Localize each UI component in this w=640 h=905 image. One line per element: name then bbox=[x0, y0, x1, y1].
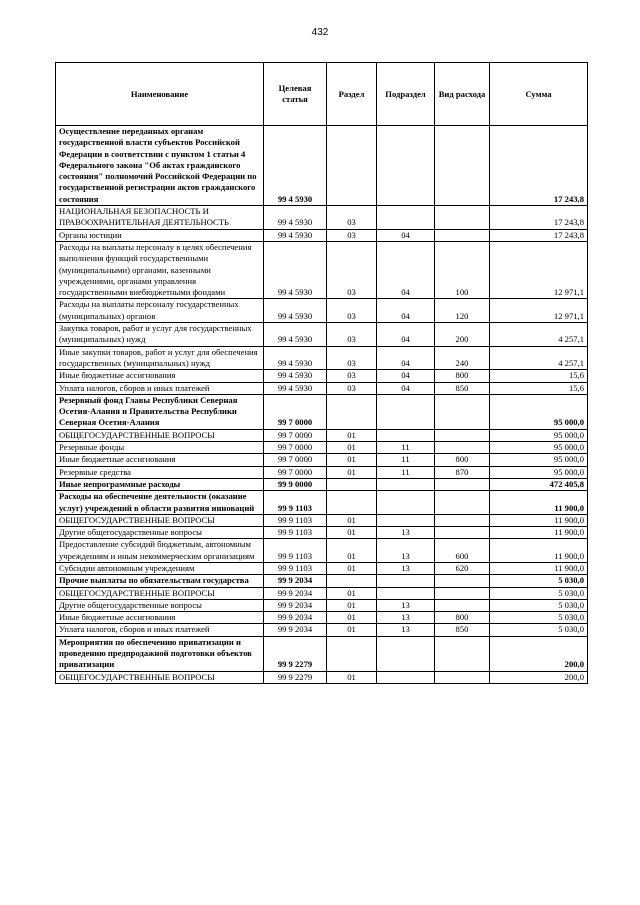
cell-name: Закупка товаров, работ и услуг для государственных (муниципальных) нужд bbox=[56, 323, 264, 347]
cell-subsection: 11 bbox=[377, 454, 435, 466]
cell-subsection bbox=[377, 636, 435, 671]
cell-name: Иные бюджетные ассигнования bbox=[56, 370, 264, 382]
table-row bbox=[56, 514, 588, 526]
cell-section: 03 bbox=[327, 206, 377, 230]
table-row bbox=[56, 229, 588, 241]
table-row bbox=[56, 562, 588, 574]
cell-expense-type bbox=[435, 429, 490, 441]
cell-expense-type bbox=[435, 671, 490, 683]
cell-expense-type bbox=[435, 527, 490, 539]
cell-name: Прочие выплаты по обязательствам государства bbox=[56, 575, 264, 587]
header-expense-type: Вид расхода bbox=[435, 63, 490, 126]
table-row bbox=[56, 624, 588, 636]
cell-section: 01 bbox=[327, 624, 377, 636]
table-row bbox=[56, 382, 588, 394]
cell-expense-type: 620 bbox=[435, 562, 490, 574]
cell-section: 01 bbox=[327, 539, 377, 563]
header-target: Целевая статья bbox=[264, 63, 327, 126]
cell-section: 03 bbox=[327, 299, 377, 323]
cell-target: 99 9 1103 bbox=[264, 562, 327, 574]
cell-subsection: 04 bbox=[377, 229, 435, 241]
cell-amount: 15,6 bbox=[490, 370, 588, 382]
cell-expense-type bbox=[435, 126, 490, 206]
cell-target: 99 9 2279 bbox=[264, 671, 327, 683]
cell-name: ОБЩЕГОСУДАРСТВЕННЫЕ ВОПРОСЫ bbox=[56, 587, 264, 599]
cell-expense-type: 100 bbox=[435, 241, 490, 298]
cell-subsection: 04 bbox=[377, 323, 435, 347]
cell-amount: 95 000,0 bbox=[490, 394, 588, 429]
cell-name: Резервные фонды bbox=[56, 442, 264, 454]
cell-subsection: 13 bbox=[377, 612, 435, 624]
cell-subsection: 04 bbox=[377, 382, 435, 394]
cell-subsection bbox=[377, 491, 435, 515]
cell-subsection: 04 bbox=[377, 241, 435, 298]
table-row bbox=[56, 587, 588, 599]
table-body bbox=[56, 126, 588, 684]
header-subsection: Подраздел bbox=[377, 63, 435, 126]
cell-target: 99 9 0000 bbox=[264, 478, 327, 490]
cell-name: Субсидии автономным учреждениям bbox=[56, 562, 264, 574]
cell-amount: 5 030,0 bbox=[490, 575, 588, 587]
header-amount: Сумма bbox=[490, 63, 588, 126]
cell-target: 99 4 5930 bbox=[264, 241, 327, 298]
cell-section: 01 bbox=[327, 587, 377, 599]
cell-subsection bbox=[377, 514, 435, 526]
cell-expense-type: 850 bbox=[435, 382, 490, 394]
cell-amount: 11 900,0 bbox=[490, 562, 588, 574]
table-row bbox=[56, 636, 588, 671]
cell-name: Предоставление субсидий бюджетным, автономным учреждениям и иным некоммерческим организациям bbox=[56, 539, 264, 563]
cell-name: Мероприятия по обеспечению приватизации и проведению предпродажной подготовки объектов приватизации bbox=[56, 636, 264, 671]
cell-expense-type: 870 bbox=[435, 466, 490, 478]
cell-target: 99 4 5930 bbox=[264, 323, 327, 347]
cell-target: 99 7 0000 bbox=[264, 442, 327, 454]
cell-expense-type bbox=[435, 636, 490, 671]
cell-expense-type: 850 bbox=[435, 624, 490, 636]
cell-name: Расходы на выплаты персоналу государственных (муниципальных) органов bbox=[56, 299, 264, 323]
cell-section bbox=[327, 575, 377, 587]
cell-amount: 4 257,1 bbox=[490, 323, 588, 347]
cell-amount: 12 971,1 bbox=[490, 241, 588, 298]
cell-subsection bbox=[377, 478, 435, 490]
cell-subsection bbox=[377, 587, 435, 599]
table-row bbox=[56, 599, 588, 611]
cell-amount: 5 030,0 bbox=[490, 624, 588, 636]
cell-name: Уплата налогов, сборов и иных платежей bbox=[56, 382, 264, 394]
table-row bbox=[56, 671, 588, 683]
cell-subsection: 13 bbox=[377, 527, 435, 539]
cell-amount: 5 030,0 bbox=[490, 612, 588, 624]
cell-target: 99 4 5930 bbox=[264, 126, 327, 206]
cell-target: 99 7 0000 bbox=[264, 394, 327, 429]
cell-section bbox=[327, 126, 377, 206]
cell-section: 03 bbox=[327, 323, 377, 347]
cell-name: Другие общегосударственные вопросы bbox=[56, 599, 264, 611]
cell-target: 99 9 2034 bbox=[264, 575, 327, 587]
cell-name: Резервный фонд Главы Республики Северная Осетия-Алания и Правительства Республики Северная Осетия-Алания bbox=[56, 394, 264, 429]
cell-subsection: 13 bbox=[377, 562, 435, 574]
cell-section: 03 bbox=[327, 229, 377, 241]
cell-amount: 11 900,0 bbox=[490, 491, 588, 515]
table-row bbox=[56, 206, 588, 230]
cell-target: 99 7 0000 bbox=[264, 454, 327, 466]
cell-expense-type bbox=[435, 206, 490, 230]
table-row bbox=[56, 442, 588, 454]
cell-section: 01 bbox=[327, 429, 377, 441]
cell-name: Расходы на обеспечение деятельности (оказание услуг) учреждений в области развития инноваций bbox=[56, 491, 264, 515]
cell-subsection bbox=[377, 575, 435, 587]
cell-subsection: 13 bbox=[377, 624, 435, 636]
cell-expense-type: 800 bbox=[435, 612, 490, 624]
table-row bbox=[56, 323, 588, 347]
cell-section: 01 bbox=[327, 454, 377, 466]
cell-expense-type: 800 bbox=[435, 370, 490, 382]
table-row bbox=[56, 491, 588, 515]
cell-expense-type bbox=[435, 514, 490, 526]
cell-section: 01 bbox=[327, 527, 377, 539]
table-row bbox=[56, 466, 588, 478]
cell-amount: 11 900,0 bbox=[490, 539, 588, 563]
header-name: Наименование bbox=[56, 63, 264, 126]
cell-target: 99 4 5930 bbox=[264, 382, 327, 394]
cell-expense-type bbox=[435, 599, 490, 611]
cell-amount: 17 243,8 bbox=[490, 206, 588, 230]
cell-name: ОБЩЕГОСУДАРСТВЕННЫЕ ВОПРОСЫ bbox=[56, 671, 264, 683]
cell-section: 03 bbox=[327, 370, 377, 382]
cell-section: 03 bbox=[327, 382, 377, 394]
table-row bbox=[56, 346, 588, 370]
cell-amount: 200,0 bbox=[490, 636, 588, 671]
cell-name: Расходы на выплаты персоналу в целях обеспечения выполнения функций государственными (муниципальными) органами, казенными учреждениями, органами управления государственными внебюджетными фондами bbox=[56, 241, 264, 298]
cell-section: 01 bbox=[327, 514, 377, 526]
budget-table bbox=[55, 62, 588, 684]
table-header-row bbox=[56, 63, 588, 126]
cell-subsection bbox=[377, 126, 435, 206]
table-row bbox=[56, 241, 588, 298]
cell-name: Иные непрограммные расходы bbox=[56, 478, 264, 490]
cell-expense-type bbox=[435, 442, 490, 454]
cell-target: 99 7 0000 bbox=[264, 429, 327, 441]
cell-expense-type bbox=[435, 587, 490, 599]
cell-name: Осуществление переданных органам государственной власти субъектов Российской Федерации в соответствии с пунктом 1 статьи 4 Федерального закона "Об актах гражданского состояния" полномочий Российской Федерации по государственной регистрации актов гражданского состояния bbox=[56, 126, 264, 206]
cell-section: 01 bbox=[327, 671, 377, 683]
cell-target: 99 9 1103 bbox=[264, 539, 327, 563]
cell-target: 99 9 2034 bbox=[264, 624, 327, 636]
cell-amount: 17 243,8 bbox=[490, 126, 588, 206]
cell-expense-type bbox=[435, 575, 490, 587]
cell-subsection: 04 bbox=[377, 370, 435, 382]
cell-amount: 95 000,0 bbox=[490, 466, 588, 478]
cell-subsection bbox=[377, 671, 435, 683]
table-row bbox=[56, 539, 588, 563]
cell-expense-type: 240 bbox=[435, 346, 490, 370]
cell-amount: 11 900,0 bbox=[490, 527, 588, 539]
cell-subsection bbox=[377, 206, 435, 230]
cell-section: 01 bbox=[327, 562, 377, 574]
cell-target: 99 4 5930 bbox=[264, 229, 327, 241]
cell-target: 99 9 2034 bbox=[264, 599, 327, 611]
cell-subsection: 11 bbox=[377, 442, 435, 454]
table-row bbox=[56, 454, 588, 466]
table-row bbox=[56, 370, 588, 382]
cell-name: Иные бюджетные ассигнования bbox=[56, 612, 264, 624]
cell-target: 99 9 1103 bbox=[264, 527, 327, 539]
cell-subsection bbox=[377, 394, 435, 429]
cell-subsection: 04 bbox=[377, 299, 435, 323]
cell-amount: 95 000,0 bbox=[490, 442, 588, 454]
cell-subsection: 13 bbox=[377, 539, 435, 563]
cell-amount: 200,0 bbox=[490, 671, 588, 683]
cell-expense-type: 800 bbox=[435, 454, 490, 466]
cell-name: Органы юстиции bbox=[56, 229, 264, 241]
cell-name: ОБЩЕГОСУДАРСТВЕННЫЕ ВОПРОСЫ bbox=[56, 514, 264, 526]
cell-name: Другие общегосударственные вопросы bbox=[56, 527, 264, 539]
cell-target: 99 9 1103 bbox=[264, 491, 327, 515]
cell-expense-type: 600 bbox=[435, 539, 490, 563]
table-row bbox=[56, 299, 588, 323]
cell-amount: 12 971,1 bbox=[490, 299, 588, 323]
cell-section: 03 bbox=[327, 346, 377, 370]
cell-section: 01 bbox=[327, 466, 377, 478]
table-row bbox=[56, 429, 588, 441]
cell-name: Иные закупки товаров, работ и услуг для обеспечения государственных (муниципальных) нужд bbox=[56, 346, 264, 370]
cell-amount: 5 030,0 bbox=[490, 599, 588, 611]
cell-target: 99 4 5930 bbox=[264, 370, 327, 382]
cell-expense-type bbox=[435, 491, 490, 515]
cell-target: 99 4 5930 bbox=[264, 346, 327, 370]
cell-name: Уплата налогов, сборов и иных платежей bbox=[56, 624, 264, 636]
cell-target: 99 9 2034 bbox=[264, 612, 327, 624]
cell-subsection: 13 bbox=[377, 599, 435, 611]
cell-amount: 15,6 bbox=[490, 382, 588, 394]
cell-expense-type bbox=[435, 229, 490, 241]
cell-target: 99 4 5930 bbox=[264, 206, 327, 230]
cell-amount: 17 243,8 bbox=[490, 229, 588, 241]
cell-target: 99 4 5930 bbox=[264, 299, 327, 323]
table-row bbox=[56, 527, 588, 539]
cell-expense-type bbox=[435, 394, 490, 429]
cell-expense-type: 200 bbox=[435, 323, 490, 347]
cell-subsection: 04 bbox=[377, 346, 435, 370]
cell-target: 99 9 2279 bbox=[264, 636, 327, 671]
table-row bbox=[56, 612, 588, 624]
table-row bbox=[56, 575, 588, 587]
cell-name: Резервные средства bbox=[56, 466, 264, 478]
cell-expense-type bbox=[435, 478, 490, 490]
cell-amount: 472 405,8 bbox=[490, 478, 588, 490]
cell-section bbox=[327, 394, 377, 429]
cell-name: Иные бюджетные ассигнования bbox=[56, 454, 264, 466]
cell-target: 99 7 0000 bbox=[264, 466, 327, 478]
cell-name: НАЦИОНАЛЬНАЯ БЕЗОПАСНОСТЬ И ПРАВООХРАНИТЕЛЬНАЯ ДЕЯТЕЛЬНОСТЬ bbox=[56, 206, 264, 230]
cell-section bbox=[327, 636, 377, 671]
cell-section: 01 bbox=[327, 442, 377, 454]
cell-amount: 5 030,0 bbox=[490, 587, 588, 599]
cell-section bbox=[327, 478, 377, 490]
table-row bbox=[56, 478, 588, 490]
cell-section bbox=[327, 491, 377, 515]
cell-amount: 95 000,0 bbox=[490, 454, 588, 466]
cell-target: 99 9 1103 bbox=[264, 514, 327, 526]
cell-section: 01 bbox=[327, 599, 377, 611]
table-row bbox=[56, 394, 588, 429]
cell-amount: 4 257,1 bbox=[490, 346, 588, 370]
cell-section: 03 bbox=[327, 241, 377, 298]
cell-target: 99 9 2034 bbox=[264, 587, 327, 599]
cell-name: ОБЩЕГОСУДАРСТВЕННЫЕ ВОПРОСЫ bbox=[56, 429, 264, 441]
cell-section: 01 bbox=[327, 612, 377, 624]
cell-subsection bbox=[377, 429, 435, 441]
table-row bbox=[56, 126, 588, 206]
cell-expense-type: 120 bbox=[435, 299, 490, 323]
cell-amount: 11 900,0 bbox=[490, 514, 588, 526]
header-section: Раздел bbox=[327, 63, 377, 126]
cell-subsection: 11 bbox=[377, 466, 435, 478]
cell-amount: 95 000,0 bbox=[490, 429, 588, 441]
page-number: 432 bbox=[311, 27, 329, 38]
